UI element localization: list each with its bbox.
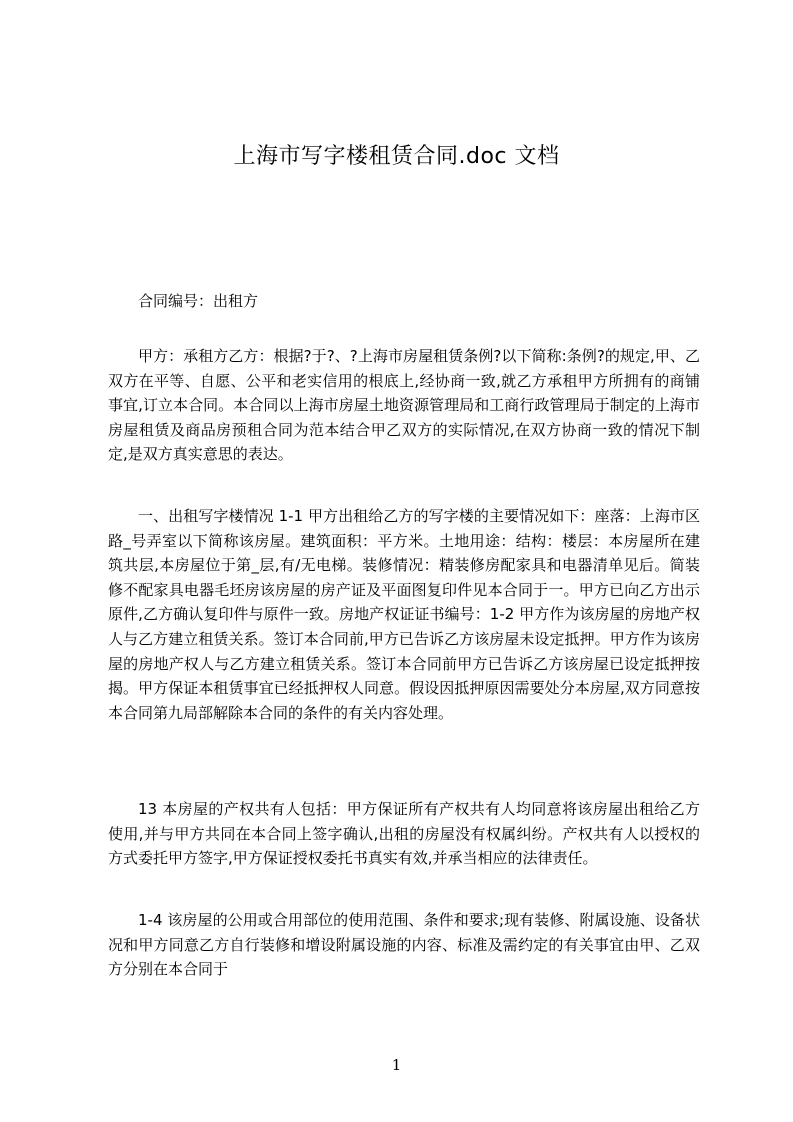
- parties-paragraph: 甲方：承租方乙方：根据?于?、?上海市房屋租赁条例?以下简称:条例?的规定,甲、乙双方在平等、自愿、公平和老实信用的根底上,经协商一致,就乙方承租甲方所拥有的商铺事宜,订立本合同。本合同以上海市房屋土地资源管理局和工商行政管理局于制定的上海市房屋租赁及商品房预租合同为范本结合甲乙双方的实际情况,在双方协商一致的情况下制定,是双方真实意思的表达。: [108, 347, 700, 464]
- contract-number-paragraph: 合同编号：出租方: [138, 292, 259, 310]
- premises-paragraph: 一、出租写字楼情况 1-1 甲方出租给乙方的写字楼的主要情况如下：座落：上海市区路_号弄室以下简称该房屋。建筑面积：平方米。土地用途：结构：楼层：本房屋所在建筑共层,本房屋位于第_层,有/无电梯。装修情况：精装修房配家具和电器清单见后。简装修不配家具电器毛坯房该房屋的房产证及平面图复印件见本合同于一。甲方已向乙方出示原件,乙方确认复印件与原件一致。房地产权证证书编号：1-2 甲方作为该房屋的房地产权人与乙方建立租赁关系。签订本合同前,甲方已告诉乙方该房屋未设定抵押。甲方作为该房屋的房地产权人与乙方建立租赁关系。签订本合同前甲方已告诉乙方该房屋已设定抵押按揭。甲方保证本租赁事宜已经抵押权人同意。假设因抵押原因需要处分本房屋,双方同意按本合同第九局部解除本合同的条件的有关内容处理。: [108, 507, 700, 722]
- page-number: 1: [391, 1056, 402, 1074]
- co-owners-paragraph: 13 本房屋的产权共有人包括：甲方保证所有产权共有人均同意将该房屋出租给乙方使用,并与甲方共同在本合同上签字确认,出租的房屋没有权属纠纷。产权共有人以授权的方式委托甲方签字,甲方保证授权委托书真实有效,并承当相应的法律责任。: [108, 800, 700, 868]
- document-title: 上海市写字楼租赁合同.doc 文档: [233, 144, 560, 169]
- common-areas-paragraph: 1-4 该房屋的公用或合用部位的使用范围、条件和要求;现有装修、附属设施、设备状况和甲方同意乙方自行装修和增设附属设施的内容、标准及需约定的有关事宜由甲、乙双方分别在本合同于: [108, 911, 700, 979]
